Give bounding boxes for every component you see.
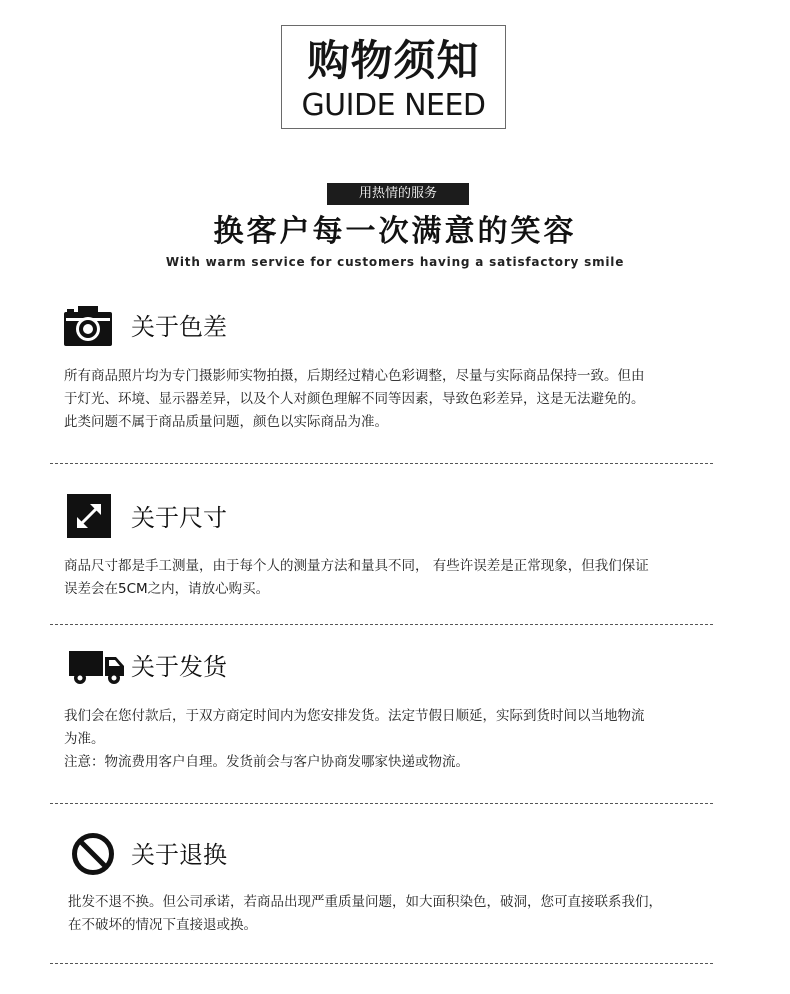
divider	[50, 803, 713, 804]
headline: 换客户每一次满意的笑容	[213, 214, 577, 249]
service-badge: 用热情的服务	[327, 183, 469, 205]
section-body-shipping	[64, 705, 724, 774]
page-title-en: GUIDE NEED	[301, 88, 486, 123]
guide-title-box	[281, 25, 506, 129]
camera-icon	[64, 306, 112, 346]
body-line: 误差会在5CM之内，请放心购买。	[64, 581, 270, 597]
truck-icon	[69, 651, 125, 685]
body-line: 注意：物流费用客户自理。发货前会与客户协商发哪家快递或物流。	[64, 754, 469, 770]
section-title-shipping: 关于发货	[131, 653, 227, 681]
section-title-color: 关于色差	[131, 313, 227, 341]
headline-english: With warm service for customers having a satisfactory smile	[165, 255, 625, 269]
body-line: 我们会在您付款后，于双方商定时间内为您安排发货。法定节假日顺延，实际到货时间以当地物流	[64, 708, 645, 724]
body-line: 此类问题不属于商品质量问题，颜色以实际商品为准。	[64, 414, 388, 430]
body-line: 在不破坏的情况下直接退或换。	[68, 917, 257, 933]
no-return-icon	[71, 832, 115, 876]
body-line: 批发不退不换。但公司承诺，若商品出现严重质量问题，如大面积染色，破洞，您可直接联系我们，	[68, 894, 662, 910]
section-title-size: 关于尺寸	[131, 504, 227, 532]
body-line: 于灯光、环境、显示器差异，以及个人对颜色理解不同等因素，导致色彩差异，这是无法避免的。	[64, 391, 645, 407]
divider	[50, 963, 713, 964]
section-title-returns: 关于退换	[131, 841, 227, 869]
section-body-color	[64, 365, 724, 434]
divider	[50, 463, 713, 464]
body-line: 所有商品照片均为专门摄影师实物拍摄，后期经过精心色彩调整，尽量与实际商品保持一致。但由	[64, 368, 645, 384]
body-line: 商品尺寸都是手工测量，由于每个人的测量方法和量具不同， 有些许误差是正常现象，但我们保证	[64, 558, 649, 574]
section-body-size	[64, 555, 724, 601]
body-line: 为准。	[64, 731, 105, 747]
divider	[50, 624, 713, 625]
resize-arrow-icon	[67, 494, 111, 538]
page-title: 购物须知	[307, 36, 480, 85]
section-body-returns	[68, 891, 728, 937]
